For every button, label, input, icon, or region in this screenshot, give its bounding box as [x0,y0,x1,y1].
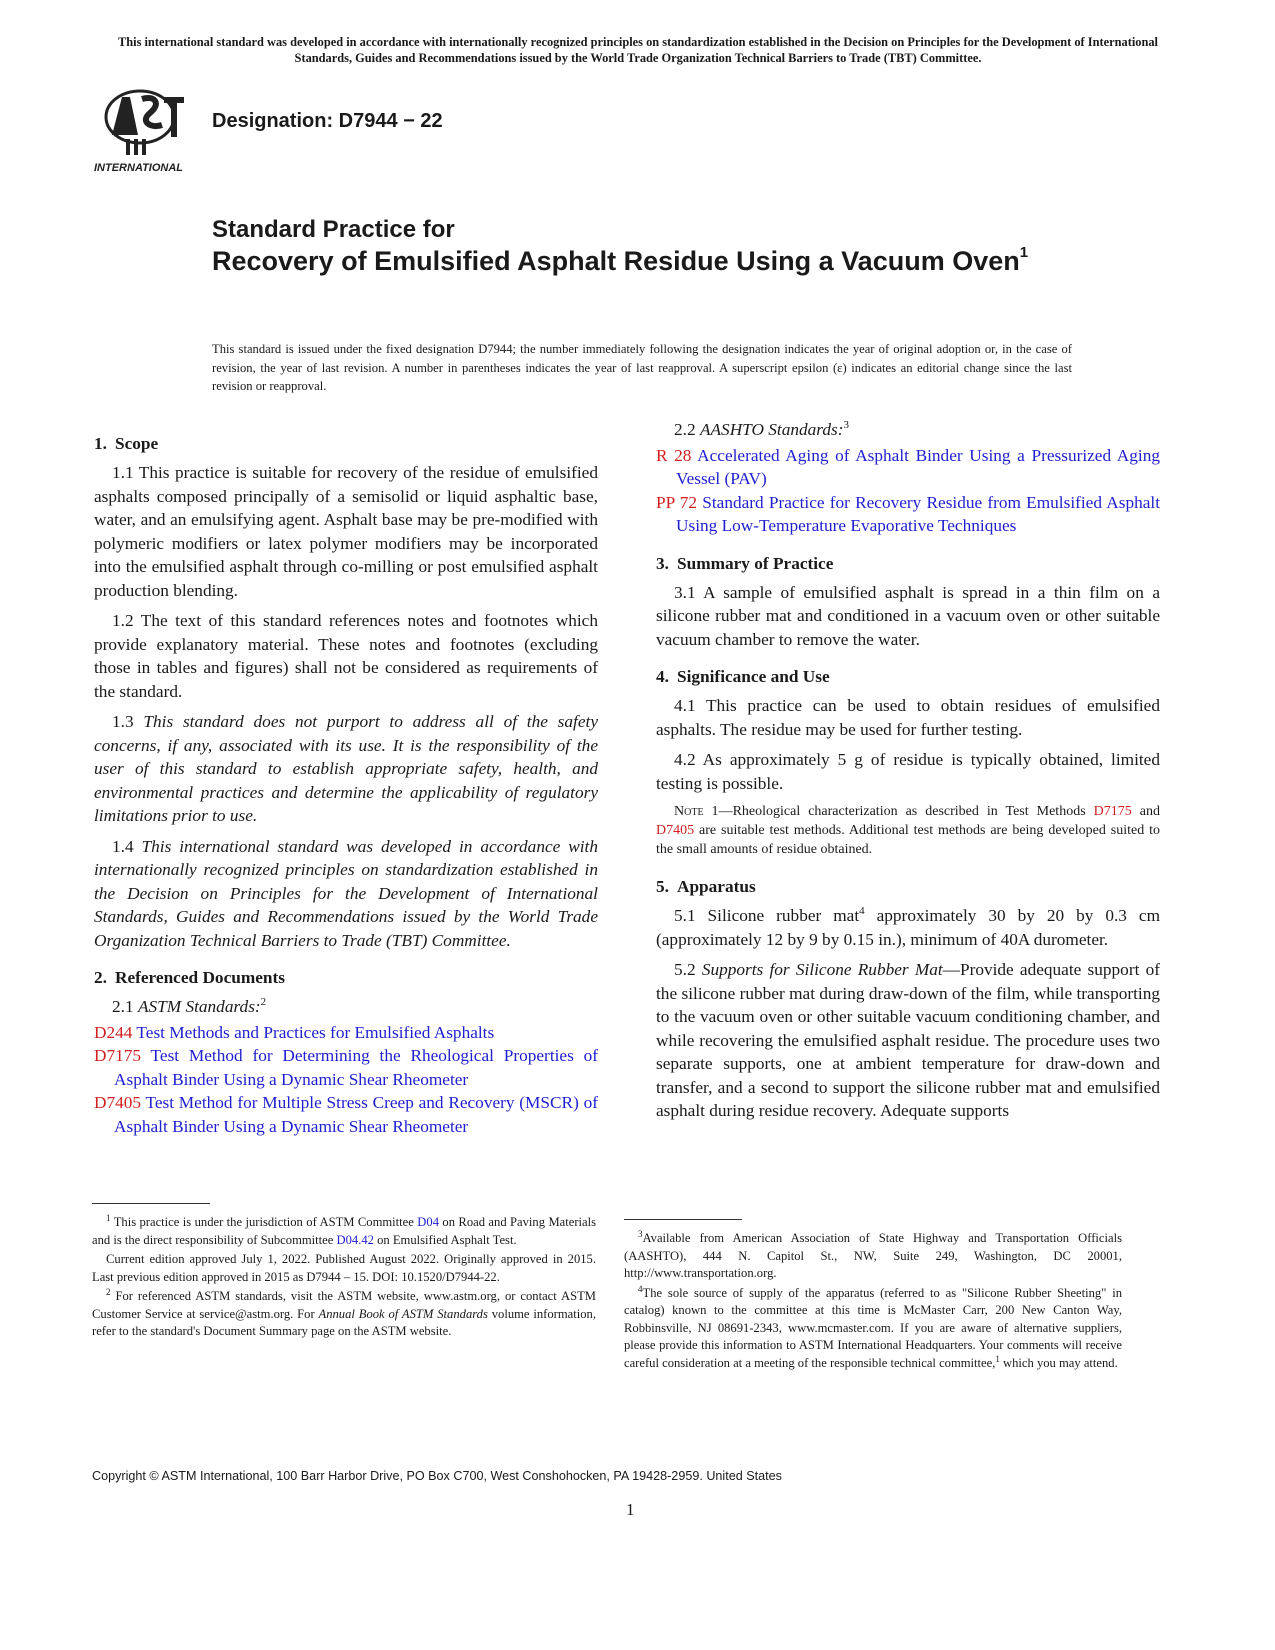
footnotes-right [624,1230,1122,1374]
section-significance [656,665,1160,859]
footnote-4: $^4$The sole source of supply of the apparatus (referred to as "Silicone Rubber Sheeting" in catalog) known to the committee at this time is McMaster Carr, 200 New Canton Way, Robbinsville, NJ 08691-2343, www.mcmaster.com. If you are aware of alternative suppliers, please provide this information to ASTM International Headquarters. Your comments will receive careful consideration at a meeting of the responsible technical committee,$^1$ which you may attend. [624,1283,1122,1370]
title-text: Recovery of Emulsified Asphalt Residue Using a Vacuum Oven [212,246,1020,276]
astm-logo-icon [92,85,202,177]
section-referenced-documents [94,966,598,1138]
summary-heading: 3. Summary of Practice [656,553,834,573]
link-d0442[interactable]: D04.42 [336,1232,374,1247]
scope-p4: 1.4 This international standard was developed in accordance with internationally recognized principles on standardization established in the Decision on Principles for the Development of International Standards, Guides and Recommendations issued by the World Trade Organization Technical Barriers to Trade (TBT) Committee. [94,836,598,950]
title-footnote-mark: 1 [1019,244,1029,261]
aashto-standards-label: 2.2 AASHTO Standards:$^3$ [674,419,849,439]
title-block [212,214,1072,278]
apparatus-p1: 5.1 Silicone rubber mat$^4$ approximately 30 by 20 by 0.3 cm (approximately 12 by 9 by 0.15 in.), minimum of 40A durometer. [656,905,1161,949]
footnote-rule-right [624,1219,742,1220]
footnote-1-edition: Current edition approved July 1, 2022. Published August 2022. Originally approved in 2015. Last previous edition approved in 2015 as D7944 – 15. DOI: 10.1520/D7944-22. [92,1252,596,1284]
ref-d7405[interactable]: D7405 Test Method for Multiple Stress Creep and Recovery (MSCR) of Asphalt Binder Using a Dynamic Shear Rheometer [94,1093,598,1136]
scope-heading: 1. Scope [94,434,159,453]
section-apparatus [656,875,1160,1123]
left-column [94,432,598,1152]
footnotes-left [92,1214,596,1343]
issue-note: This standard is issued under the fixed designation D7944; the number immediately following the designation indicates the year of original adoption or, in the case of revision, the year of last revision. A number in parentheses indicates the year of last reapproval. A superscript epsilon (ε) indicates an editorial change since the last revision or reapproval. [212,342,1072,393]
astm-logo [92,85,202,177]
ref-d7175[interactable]: D7175 Test Method for Determining the Rheological Properties of Asphalt Binder Using a Dynamic Shear Rheometer [94,1046,599,1089]
top-notice: This international standard was developed in accordance with internationally recognized principles on standardization established in the Decision on Principles for the Development of International Standards, Guides and Recommendations issued by the World Trade Organization Technical Barriers to Trade (TBT) Committee. [117,35,1159,65]
link-d04[interactable]: D04 [417,1215,439,1229]
summary-p1: 3.1 A sample of emulsified asphalt is spread in a thin film on a silicone rubber mat and conditioned in a vacuum oven or other suitable vacuum chamber to remove the water. [656,582,1160,649]
note-link-d7175[interactable]: D7175 [1093,804,1132,819]
scope-p1: 1.1 This practice is suitable for recovery of the residue of emulsified asphalts composed principally of a semisolid or liquid asphaltic base, water, and an emulsifying agent. Asphalt base may be pre-modified with polymeric modifiers or latex polymer modifiers may be incorporated into the emulsified asphalt through co-milling or post emulsified asphalt production blending. [94,463,598,600]
ref-d244[interactable]: D244 Test Methods and Practices for Emulsified Asphalts [94,1022,495,1042]
apparatus-p2: 5.2 Supports for Silicone Rubber Mat—Provide adequate support of the silicone rubber mat during draw-down of the film, while transporting to the vacuum oven or other suitable vacuum conditioning chamber, and while recovering the emulsified asphalt residue. The procedure uses two separate supports, one at ambient temperature for draw-down and transfer, and a second to support the silicone rubber mat and emulsified asphalt during residue recovery. Adequate supports [656,960,1160,1120]
scope-p3: 1.3 This standard does not purport to address all of the safety concerns, if any, associated with its use. It is the responsibility of the user of this standard to establish appropriate safety, health, and environmental practices and determine the applicability of regulatory limitations prior to use. [94,712,598,825]
note-link-d7405[interactable]: D7405 [656,823,695,838]
significance-p1: 4.1 This practice can be used to obtain residues of emulsified asphalts. The residue may be used for further testing. [656,696,1160,739]
section-summary [656,552,1160,652]
astm-standards-label: 2.1 ASTM Standards:$^2$ [112,996,267,1016]
note-1: Note 1—Rheological characterization as described in Test Methods D7175 and D7405 are suitable test methods. Additional test methods are being developed suited to the small amounts of residue obtained. [656,804,1160,857]
ref-r28[interactable]: R 28 Accelerated Aging of Asphalt Binder Using a Pressurized Aging Vessel (PAV) [656,445,1160,488]
title-pre: Standard Practice for [212,216,455,243]
logo-text: INTERNATIONAL [94,162,184,174]
footnote-1: $^1$ This practice is under the jurisdiction of ASTM Committee D04 on Road and Paving Materials and is the direct responsibility of Subcommittee D04.42 on Emulsified Asphalt Test. [92,1212,596,1247]
footnote-2: $^2$ For referenced ASTM standards, visit the ASTM website, www.astm.org, or contact ASTM Customer Service at service@astm.org. For Annual Book of ASTM Standards volume information, refer to the standard's Document Summary page on the ASTM website. [92,1286,597,1338]
page-number: 1 [626,1500,635,1519]
section-scope [94,432,598,952]
significance-heading: 4. Significance and Use [656,667,830,686]
footnote-3: $^3$Available from American Association of State Highway and Transportation Officials (AASHTO), 444 N. Capitol St., NW, Suite 249, Washington, DC 20001, http://www.transportation.org. [624,1228,1122,1280]
aashto-standards [656,418,1160,538]
apparatus-heading: 5. Apparatus [656,877,756,896]
title-main [212,245,1072,278]
refdocs-heading: 2. Referenced Documents [94,968,286,987]
significance-p2: 4.2 As approximately 5 g of residue is typically obtained, limited testing is possible. [656,750,1160,793]
right-column [656,418,1160,1137]
footnote-rule-left [92,1203,210,1204]
copyright-footer: Copyright © ASTM International, 100 Barr Harbor Drive, PO Box C700, West Conshohocken, PA 19428-2959. United States [92,1469,782,1483]
ref-pp72[interactable]: PP 72 Standard Practice for Recovery Residue from Emulsified Asphalt Using Low-Temperature Evaporative Techniques [656,492,1160,535]
designation: Designation: D7944 − 22 [212,110,443,132]
scope-p2: 1.2 The text of this standard references notes and footnotes which provide explanatory material. These notes and footnotes (excluding those in tables and figures) shall not be considered as requirements of the standard. [94,611,598,701]
